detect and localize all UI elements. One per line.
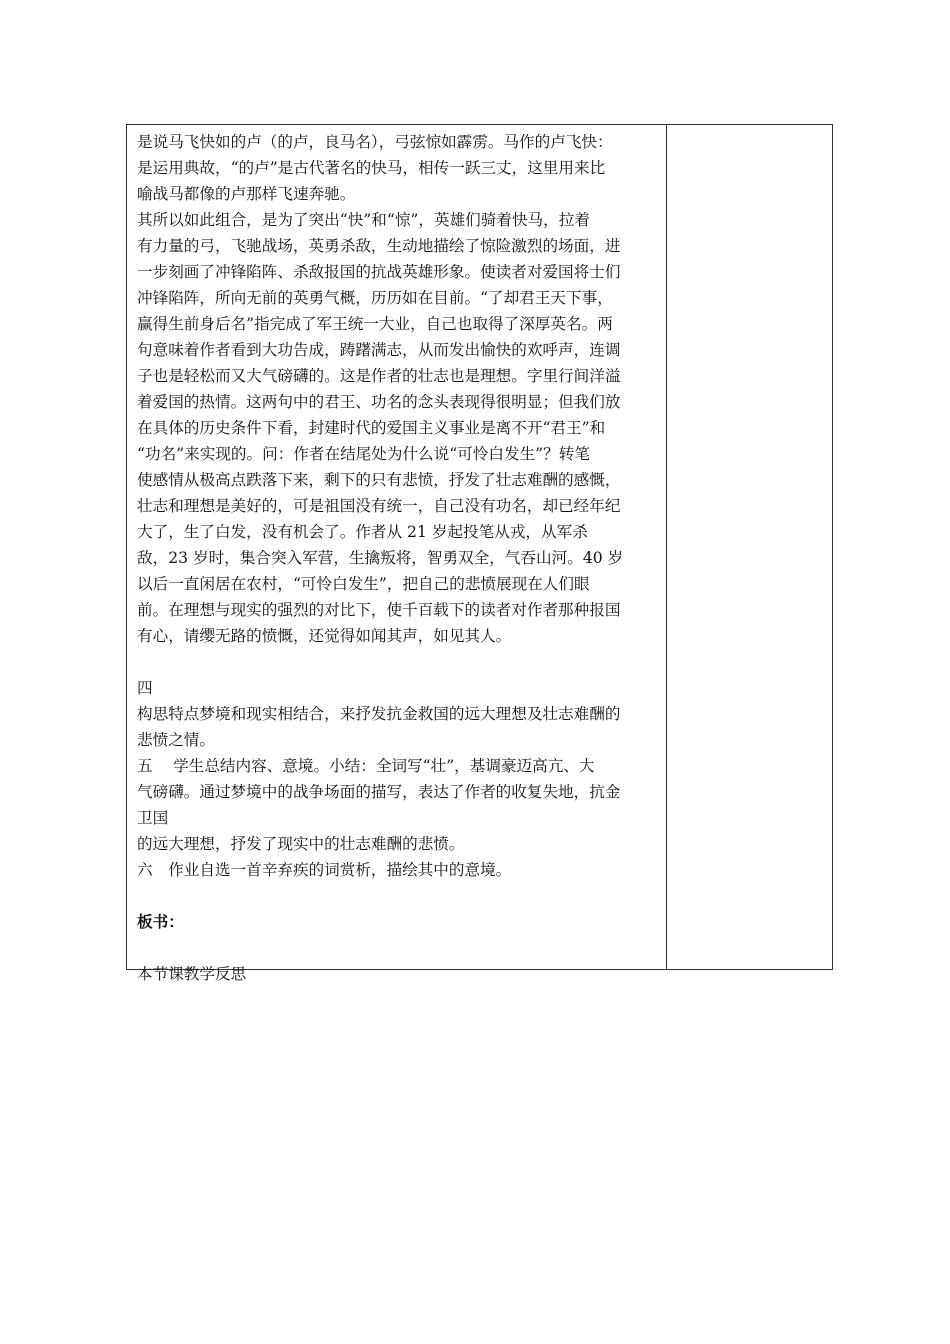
notes-cell bbox=[667, 125, 832, 969]
spacer bbox=[137, 883, 660, 909]
text-line: 其所以如此组合，是为了突出“快”和“惊”，英雄们骑着快马，拉着 bbox=[137, 211, 590, 229]
text-line: 是说马飞快如的卢（的卢，良马名），弓弦惊如霹雳。马作的卢飞快： bbox=[137, 133, 613, 151]
text-line: 大了，生了白发，没有机会了。作者从 21 岁起投笔从戎，从军杀 bbox=[137, 523, 588, 541]
text-line: 有力量的弓，飞驰战场，英勇杀敌，生动地描绘了惊险激烈的场面，进 bbox=[137, 237, 621, 255]
text-line: 冲锋陷阵，所向无前的英勇气概，历历如在目前。“了却君王天下事， bbox=[137, 289, 613, 307]
spacer bbox=[137, 935, 660, 961]
analysis-paragraph bbox=[137, 129, 660, 649]
text-line: “功名”来实现的。问：作者在结尾处为什么说“可怜白发生”？转笔 bbox=[137, 445, 590, 463]
lesson-table bbox=[126, 124, 833, 983]
reflection-label: 本节课教学反思 bbox=[137, 965, 247, 983]
text-line: 使感情从极高点跌落下来，剩下的只有悲愤，抒发了壮志难酬的感慨， bbox=[137, 471, 621, 489]
text-line: 的远大理想，抒发了现实中的壮志难酬的悲愤。 bbox=[137, 835, 465, 853]
text-line: 是运用典故，“的卢”是古代著名的快马，相传一跃三丈，这里用来比 bbox=[137, 159, 606, 177]
spacer bbox=[137, 649, 660, 675]
section-five bbox=[137, 753, 660, 857]
text-line: 敌，23 岁时，集合突入军营，生擒叛将，智勇双全，气吞山河。40 岁 bbox=[137, 549, 624, 567]
section-heading: 四 bbox=[137, 679, 153, 697]
text-line: 前。在理想与现实的强烈的对比下，使千百载下的读者对作者那种报国 bbox=[137, 601, 621, 619]
text-line: 喻战马都像的卢那样飞速奔驰。 bbox=[137, 185, 356, 203]
text-line: 卫国 bbox=[137, 809, 169, 827]
text-line: 赢得生前身后名”指完成了军王统一大业，自己也取得了深厚英名。两 bbox=[137, 315, 613, 333]
text-line: 六 作业自选一首辛弃疾的词赏析，描绘其中的意境。 bbox=[137, 861, 512, 879]
text-line: 以后一直闲居在农村，“可怜白发生”，把自己的悲愤展现在人们眼 bbox=[137, 575, 590, 593]
text-line: 句意味着作者看到大功告成，踌躇满志，从而发出愉快的欢呼声，连调 bbox=[137, 341, 621, 359]
board-label: 板书： bbox=[137, 912, 184, 931]
text-line: 五 学生总结内容、意境。小结：全词写“壮”，基调豪迈高亢、大 bbox=[137, 757, 595, 775]
lesson-content-cell bbox=[127, 125, 667, 983]
section-four bbox=[137, 675, 660, 753]
text-line: 在具体的历史条件下看，封建时代的爱国主义事业是离不开“君王”和 bbox=[137, 419, 606, 437]
section-six bbox=[137, 857, 660, 883]
text-line: 有心，请缨无路的愤慨，还觉得如闻其声，如见其人。 bbox=[137, 627, 512, 645]
text-line: 子也是轻松而又大气磅礴的。这是作者的壮志也是理想。字里行间洋溢 bbox=[137, 367, 621, 385]
text-line: 着爱国的热情。这两句中的君王、功名的念头表现得很明显；但我们放 bbox=[137, 393, 621, 411]
text-line: 一步刻画了冲锋陷阵、杀敌报国的抗战英雄形象。使读者对爱国将士们 bbox=[137, 263, 621, 281]
text-line: 构思特点梦境和现实相结合，来抒发抗金救国的远大理想及壮志难酬的 bbox=[137, 705, 621, 723]
text-line: 气磅礴。通过梦境中的战争场面的描写，表达了作者的收复失地，抗金 bbox=[137, 783, 621, 801]
text-line: 悲愤之情。 bbox=[137, 731, 215, 749]
text-line: 壮志和理想是美好的，可是祖国没有统一，自己没有功名，却已经年纪 bbox=[137, 497, 621, 515]
